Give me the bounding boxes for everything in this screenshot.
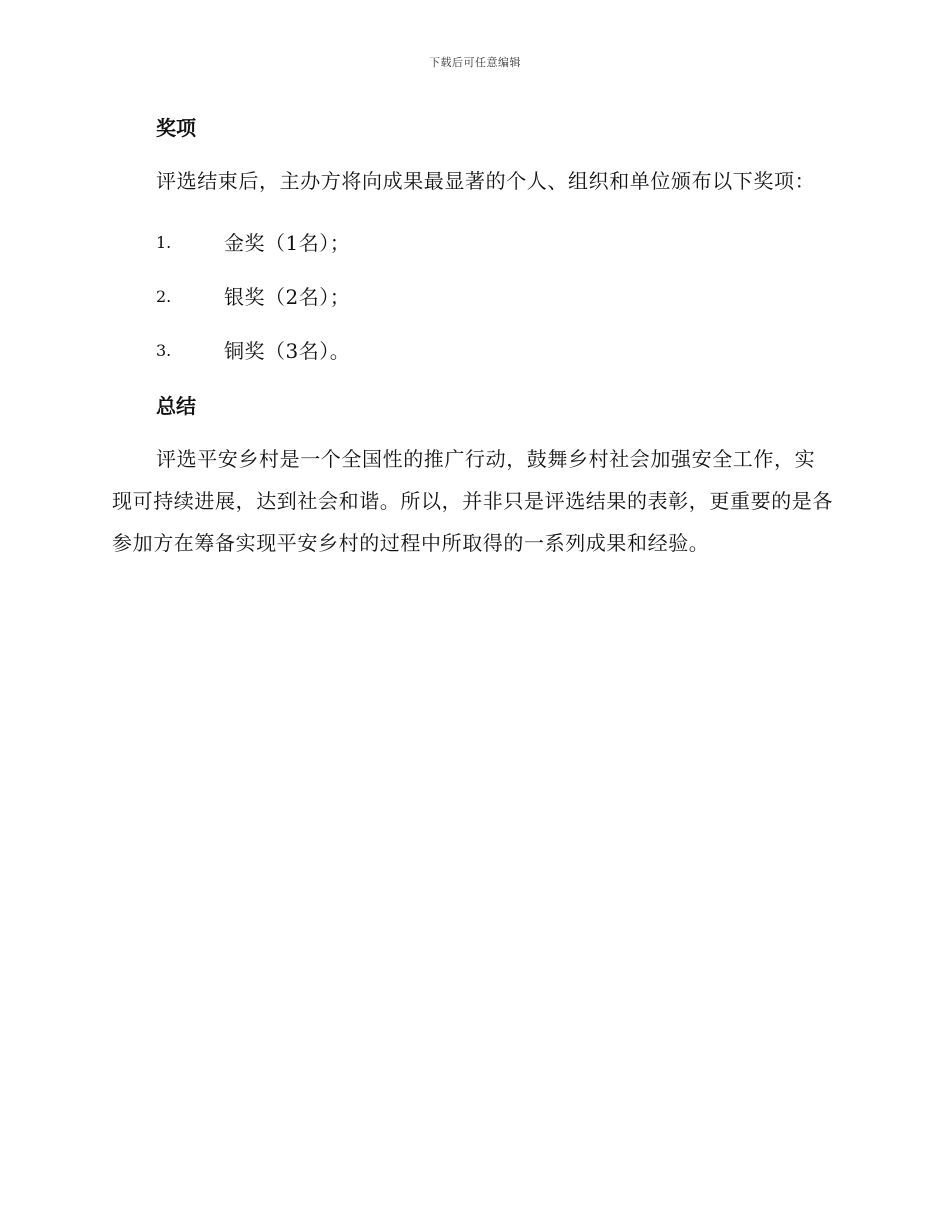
awards-heading: 奖项 xyxy=(156,116,196,140)
list-item-number: 3. xyxy=(156,341,172,360)
list-item xyxy=(112,270,834,324)
document-body xyxy=(112,108,834,564)
list-item xyxy=(112,324,834,378)
list-item xyxy=(112,216,834,270)
summary-paragraph: 评选平安乡村是一个全国性的推广行动，鼓舞乡村社会加强安全工作，实现可持续进展，达到社会和谐。所以，并非只是评选结果的表彰，更重要的是各参加方在筹备实现平安乡村的过程中所取得的一系列成果和经验。 xyxy=(112,447,833,555)
awards-intro-paragraph: 评选结束后，主办方将向成果最显著的个人、组织和单位颁布以下奖项： xyxy=(156,169,816,193)
summary-heading: 总结 xyxy=(156,394,196,418)
page-header: 下载后可任意编辑 xyxy=(429,56,521,69)
list-item-number: 1. xyxy=(156,233,172,252)
list-item-text: 金奖（1名）； xyxy=(224,231,351,255)
list-item-text: 铜奖（3名）。 xyxy=(224,339,351,363)
list-item-text: 银奖（2名）； xyxy=(224,285,351,309)
list-item-number: 2. xyxy=(156,287,172,306)
awards-list xyxy=(112,216,834,378)
